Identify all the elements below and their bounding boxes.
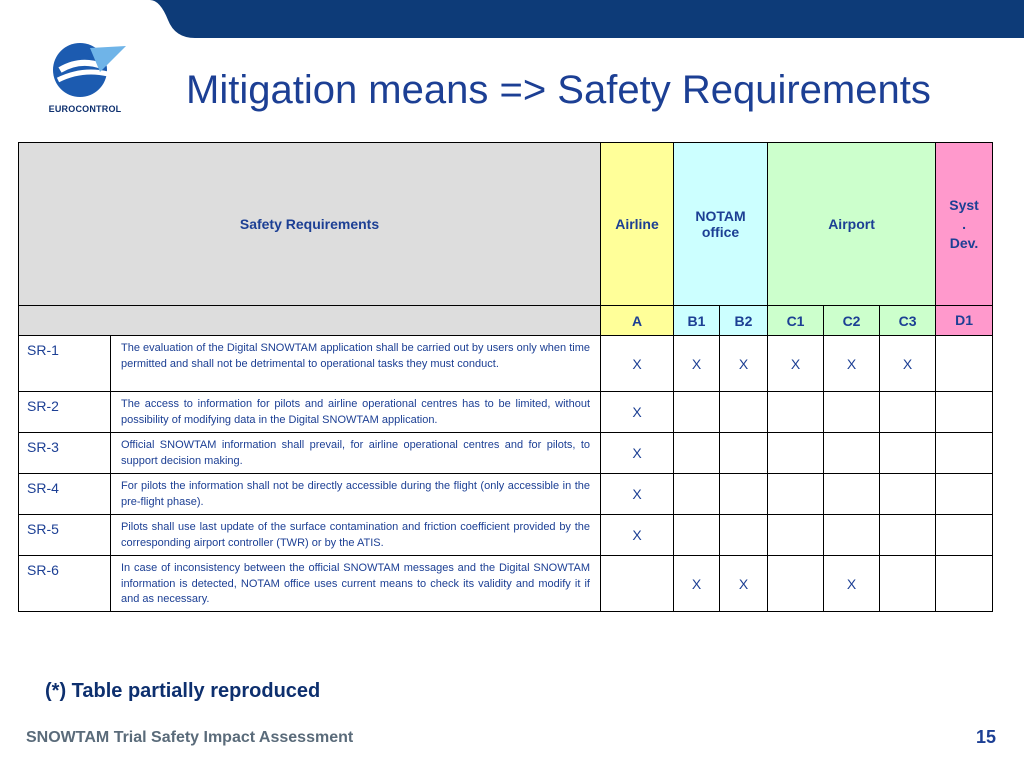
header-sys-line1: Syst [949, 196, 979, 213]
mark-cell [674, 392, 720, 433]
table-row [19, 515, 993, 556]
mark-cell: X [601, 515, 674, 556]
mark-cell: X [824, 336, 880, 392]
mark-cell [768, 474, 824, 515]
requirement-id: SR-6 [19, 556, 111, 612]
mark-cell: X [601, 392, 674, 433]
safety-requirements-table [18, 142, 993, 612]
column-code-d1: D1 [936, 306, 993, 336]
eurocontrol-logo [40, 40, 130, 120]
page-title: Mitigation means => Safety Requirements [186, 68, 931, 112]
table-footnote: (*) Table partially reproduced [45, 680, 321, 702]
mark-cell [880, 392, 936, 433]
mark-cell [601, 556, 674, 612]
table-header-row [19, 143, 993, 306]
header-sys-line2: . [962, 215, 966, 232]
mark-cell [824, 433, 880, 474]
mark-cell: X [674, 336, 720, 392]
mark-cell [768, 556, 824, 612]
mark-cell: X [674, 556, 720, 612]
page-number: 15 [975, 727, 996, 747]
mark-cell [720, 474, 768, 515]
mark-cell [824, 392, 880, 433]
mark-cell [824, 474, 880, 515]
header-bar [0, 0, 1024, 38]
mark-cell: X [601, 433, 674, 474]
mark-cell [936, 336, 993, 392]
requirement-text: In case of inconsistency between the official SNOWTAM messages and the Digital SNOWTAM information is detected, NOTAM office uses current means to check its validity and modify it if and as necessary. [111, 556, 601, 612]
eurocontrol-emblem-icon [40, 40, 130, 104]
column-code-c3: C3 [880, 306, 936, 336]
header-notam-office [674, 143, 768, 306]
mark-cell [768, 515, 824, 556]
mark-cell [936, 515, 993, 556]
header-bar-shape [0, 0, 1024, 38]
column-code-c1: C1 [768, 306, 824, 336]
table-row [19, 556, 993, 612]
mark-cell: X [720, 336, 768, 392]
mark-cell [824, 515, 880, 556]
header-system-development [936, 143, 993, 306]
requirement-id: SR-1 [19, 336, 111, 392]
column-code-c2: C2 [824, 306, 880, 336]
table-row [19, 336, 993, 392]
mark-cell [880, 515, 936, 556]
mark-cell: X [720, 556, 768, 612]
requirement-text: The access to information for pilots and airline operational centres has to be limited, without possibility of modifying data in the Digital SNOWTAM application. [111, 392, 601, 433]
mark-cell [674, 515, 720, 556]
requirement-id: SR-5 [19, 515, 111, 556]
mark-cell [880, 556, 936, 612]
mark-cell [936, 392, 993, 433]
mark-cell [674, 433, 720, 474]
table-row [19, 474, 993, 515]
header-sys-line3: Dev. [949, 234, 979, 251]
table-row [19, 392, 993, 433]
requirement-id: SR-2 [19, 392, 111, 433]
table-subheader-row [19, 306, 993, 336]
subheader-blank [19, 306, 601, 336]
mark-cell [768, 392, 824, 433]
requirement-text: The evaluation of the Digital SNOWTAM application shall be carried out by users only when time permitted and shall not be detrimental to operational tasks they must conduct. [111, 336, 601, 392]
column-code-a: A [601, 306, 674, 336]
column-code-b1: B1 [674, 306, 720, 336]
mark-cell [936, 474, 993, 515]
mark-cell [720, 515, 768, 556]
mark-cell [674, 474, 720, 515]
footer-document-title: SNOWTAM Trial Safety Impact Assessment [26, 729, 354, 746]
mark-cell [936, 556, 993, 612]
requirement-text: Pilots shall use last update of the surface contamination and friction coefficient provided by the corresponding airport controller (TWR) or by the ATIS. [111, 515, 601, 556]
mark-cell [936, 433, 993, 474]
mark-cell [880, 433, 936, 474]
mark-cell [768, 433, 824, 474]
header-notam-line2: office [701, 224, 740, 240]
column-code-b2: B2 [720, 306, 768, 336]
table-row [19, 433, 993, 474]
requirement-id: SR-4 [19, 474, 111, 515]
mark-cell [720, 433, 768, 474]
requirement-text: For pilots the information shall not be directly accessible during the flight (only accessible in the pre-flight phase). [111, 474, 601, 515]
header-airport: Airport [768, 143, 936, 306]
mark-cell: X [824, 556, 880, 612]
logo-text: EUROCONTROL [48, 104, 122, 114]
mark-cell: X [601, 336, 674, 392]
mark-cell [880, 474, 936, 515]
requirement-id: SR-3 [19, 433, 111, 474]
mark-cell: X [880, 336, 936, 392]
header-airline: Airline [601, 143, 674, 306]
header-notam-line1: NOTAM [695, 208, 746, 224]
mark-cell [720, 392, 768, 433]
requirement-text: Official SNOWTAM information shall prevail, for airline operational centres and for pilots, to support decision making. [111, 433, 601, 474]
mark-cell: X [601, 474, 674, 515]
mark-cell: X [768, 336, 824, 392]
header-safety-requirements: Safety Requirements [19, 143, 601, 306]
